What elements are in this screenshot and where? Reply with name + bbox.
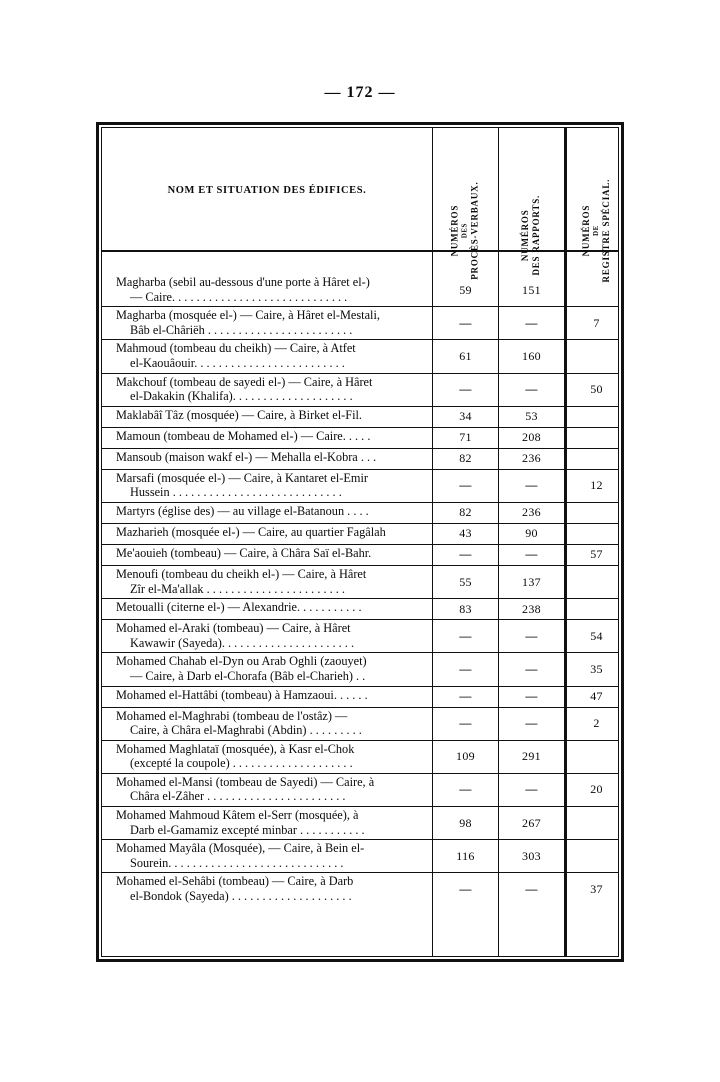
row-edifice-name [102,470,432,502]
row-numero-registre-special [567,274,618,306]
row-edifice-name-line1: Mohamed Mayâla (Mosquée), — Caire, à Bein el- [116,841,365,856]
table-row [102,503,618,524]
table-row [102,774,618,807]
row-edifice-name [102,428,432,446]
row-edifice-name-line2: el-Kaouâouir. . . . . . . . . . . . . . . . . . . . . . . . . [130,355,345,370]
row-numero-proces-verbal: — [459,882,472,897]
row-edifice-name-line1: Mazharieh (mosquée el-) — Caire, au quartier Fagâlah [116,524,386,539]
header-registre-line2: DE [592,225,601,236]
table-row [102,428,618,449]
row-edifice-name [102,653,432,685]
row-numero-proces-verbal: 59 [459,282,472,297]
row-edifice-name-line2: (excepté la coupole) . . . . . . . . . . . . . . . . . . . . [130,756,353,771]
table-inner-border [101,127,619,957]
row-edifice-name-line2: Sourein. . . . . . . . . . . . . . . . . . . . . . . . . . . . . [130,855,344,870]
row-edifice-name-line1: Mansoub (maison wakf el-) — Mehalla el-Kobra . . . [116,449,377,464]
table-row [102,307,618,340]
row-numero-rapport: 208 [522,430,541,445]
row-numero-rapport: — [525,547,538,562]
row-edifice-name-line1: Marsafi (mosquée el-) — Caire, à Kantaret el-Emir [116,470,368,485]
row-edifice-name [102,307,432,339]
row-numero-rapport: — [525,315,538,330]
row-numero-proces-verbal: — [459,716,472,731]
table-row [102,470,618,503]
row-numero-rapport: — [525,782,538,797]
row-numero-registre-special: 57 [590,547,603,562]
table-row [102,545,618,566]
row-numero-registre-special [567,524,618,544]
row-edifice-name-line1: Metoualli (citerne el-) — Alexandrie. . . . . . . . . . . [116,600,362,615]
header-rapports-column [499,128,564,276]
row-numero-rapport: 238 [522,601,541,616]
table-row [102,741,618,774]
row-edifice-name [102,840,432,872]
row-numero-proces-verbal: 83 [459,601,472,616]
row-numero-proces-verbal: — [459,782,472,797]
table-row [102,840,618,873]
row-numero-rapport: — [525,382,538,397]
row-numero-rapport: 90 [525,526,538,541]
row-numero-proces-verbal: — [459,661,472,676]
row-numero-proces-verbal: — [459,478,472,493]
row-numero-registre-special [567,407,618,427]
table-row [102,687,618,708]
header-name-column-label: NOM ET SITUATION DES ÉDIFICES. [167,184,367,196]
row-edifice-name-line2: Caire, à Châra el-Maghrabi (Abdin) . . . . . . . . . [130,723,362,738]
row-edifice-name-line2: el-Bondok (Sayeda) . . . . . . . . . . . . . . . . . . . . [130,889,352,904]
row-edifice-name-line1: Mohamed Mahmoud Kâtem el-Serr (mosquée), à [116,808,359,823]
row-edifice-name-line1: Mohamed el-Maghrabi (tombeau de l'ostâz) — [116,708,348,723]
page-number: — 172 — [324,84,396,101]
header-rapports-line1: NUMÉROS [520,208,531,261]
row-edifice-name-line1: Martyrs (église des) — au village el-Batanoun . . . . [116,503,369,518]
row-edifice-name-line1: Me'aouieh (tombeau) — Caire, à Châra Saï el-Bahr. [116,545,372,560]
row-edifice-name-line1: Mohamed Chahab el-Dyn ou Arab Oghli (zaouyet) [116,654,367,669]
header-registre-line1: NUMÉROS [580,204,591,257]
row-edifice-name-line2: Hussein . . . . . . . . . . . . . . . . . . . . . . . . . . . . [130,485,342,500]
row-edifice-name [102,708,432,740]
row-edifice-name-line2: el-Dakakin (Khalifa). . . . . . . . . . . . . . . . . . . . [130,389,353,404]
row-numero-registre-special: 2 [593,716,600,731]
row-edifice-name-line1: Makchouf (tombeau de sayedi el-) — Caire, à Hâret [116,374,373,389]
header-pv-line3: PROCÈS-VERBAUX. [469,181,480,280]
row-edifice-name [102,599,432,617]
row-edifice-name-line2: Châra el-Zâher . . . . . . . . . . . . . . . . . . . . . . . [130,789,346,804]
row-edifice-name-line1: Magharba (sebil au-dessous d'une porte à Hâret el-) [116,275,370,289]
header-rapports-line3: DES RAPPORTS. [531,194,542,276]
row-edifice-name [102,774,432,806]
table-row [102,524,618,545]
row-edifice-name [102,807,432,839]
row-numero-rapport: 236 [522,505,541,520]
row-numero-registre-special [567,807,618,839]
body-top-spacer [102,252,618,274]
table-body [102,252,618,956]
header-pv-line2: DES [461,222,470,238]
table-row [102,708,618,741]
row-edifice-name-line2: — Caire. . . . . . . . . . . . . . . . . . . . . . . . . . . . . [130,289,348,304]
row-edifice-name [102,687,432,705]
header-registre-line3: REGISTRE SPÉCIAL. [600,178,611,283]
table-row [102,407,618,428]
table-row [102,873,618,905]
row-numero-proces-verbal: — [459,315,472,330]
row-numero-proces-verbal: — [459,628,472,643]
row-numero-registre-special: 20 [590,782,603,797]
row-edifice-name-line2: Zîr el-Ma'allak . . . . . . . . . . . . . . . . . . . . . . . [130,581,345,596]
row-numero-rapport: 291 [522,749,541,764]
row-numero-rapport: — [525,689,538,703]
table-row [102,653,618,686]
row-numero-proces-verbal: 61 [459,348,472,363]
table-row [102,449,618,470]
header-registre-column [567,128,626,283]
row-edifice-name-line1: Mohamed el-Hattâbi (tombeau) à Hamzaoui. . . . . . [116,687,368,702]
row-numero-rapport: 151 [522,282,541,297]
row-numero-registre-special [567,840,618,872]
row-edifice-name [102,524,432,542]
row-edifice-name-line2: Darb el-Gamamiz excepté minbar . . . . . . . . . . . [130,822,365,837]
row-numero-registre-special: 37 [590,882,603,897]
row-edifice-name-line1: Mahmoud (tombeau du cheikh) — Caire, à Atfet [116,341,356,356]
row-numero-rapport: 236 [522,451,541,466]
row-edifice-name [102,340,432,372]
row-numero-proces-verbal: 71 [459,430,472,445]
row-numero-rapport: — [525,661,538,676]
row-edifice-name-line1: Mamoun (tombeau de Mohamed el-) — Caire. . . . . [116,428,371,443]
row-numero-proces-verbal: 43 [459,526,472,541]
row-numero-registre-special [567,503,618,523]
row-numero-registre-special [567,428,618,448]
row-numero-registre-special: 12 [590,478,603,493]
row-edifice-name-line1: Menoufi (tombeau du cheikh el-) — Caire, à Hâret [116,566,367,581]
row-numero-proces-verbal: 55 [459,574,472,589]
row-numero-proces-verbal: — [459,689,472,703]
row-numero-rapport: — [525,478,538,493]
row-numero-proces-verbal: 34 [459,409,472,424]
row-edifice-name [102,449,432,467]
row-edifice-name-line1: Mohamed Maghlataï (mosquée), à Kasr el-Chok [116,741,355,756]
row-numero-proces-verbal: 116 [456,848,475,863]
row-numero-rapport: — [525,628,538,643]
row-numero-proces-verbal: 109 [456,749,475,764]
row-numero-proces-verbal: 98 [459,815,472,830]
row-edifice-name-line2: Kawawir (Sayeda). . . . . . . . . . . . . . . . . . . . . . [130,635,355,650]
table-row [102,374,618,407]
row-edifice-name [102,503,432,521]
row-numero-rapport: 53 [525,409,538,424]
row-numero-proces-verbal: 82 [459,505,472,520]
row-numero-proces-verbal: — [459,382,472,397]
table-row [102,620,618,653]
row-numero-rapport: 267 [522,815,541,830]
row-edifice-name-line2: — Caire, à Darb el-Chorafa (Bâb el-Charieh) . . [130,668,366,683]
row-edifice-name-line1: Mohamed el-Sehâbi (tombeau) — Caire, à Darb [116,874,354,889]
row-edifice-name [102,374,432,406]
table-rows-container [102,274,618,906]
row-edifice-name-line1: Magharba (mosquée el-) — Caire, à Hâret el-Mestali, [116,308,380,323]
row-numero-registre-special: 54 [590,628,603,643]
table-row [102,274,618,307]
edifices-table [96,122,624,962]
row-numero-registre-special: 7 [593,315,600,330]
row-edifice-name [102,274,432,306]
row-numero-registre-special: 50 [590,382,603,397]
row-edifice-name-line2: Bâb el-Châriëh . . . . . . . . . . . . . . . . . . . . . . . . [130,322,353,337]
row-edifice-name-line1: Maklabâî Tâz (mosquée) — Caire, à Birket el-Fil. [116,407,362,422]
row-edifice-name [102,873,432,905]
row-numero-registre-special: 47 [590,689,603,703]
row-edifice-name-line1: Mohamed el-Araki (tombeau) — Caire, à Hâret [116,621,351,636]
row-edifice-name [102,620,432,652]
row-numero-rapport: 137 [522,574,541,589]
row-numero-registre-special [567,566,618,598]
row-numero-proces-verbal: — [459,547,472,562]
row-edifice-name [102,545,432,563]
row-numero-rapport: 160 [522,348,541,363]
row-numero-rapport: 303 [522,848,541,863]
row-edifice-name [102,741,432,773]
row-numero-registre-special [567,449,618,469]
row-numero-rapport: — [525,882,538,897]
row-numero-proces-verbal: 82 [459,451,472,466]
row-numero-registre-special [567,340,618,372]
header-pv-line1: NUMÉROS [449,204,460,257]
table-row [102,807,618,840]
row-numero-rapport: — [525,716,538,731]
row-edifice-name [102,407,432,425]
row-numero-registre-special: 35 [590,661,603,676]
row-edifice-name-line1: Mohamed el-Mansi (tombeau de Sayedi) — Caire, à [116,774,375,789]
row-numero-registre-special [567,741,618,773]
row-edifice-name [102,566,432,598]
row-numero-registre-special [567,599,618,619]
table-row [102,599,618,620]
table-row [102,340,618,373]
table-row [102,566,618,599]
header-pv-column [433,128,498,280]
header-name-column [102,128,432,252]
